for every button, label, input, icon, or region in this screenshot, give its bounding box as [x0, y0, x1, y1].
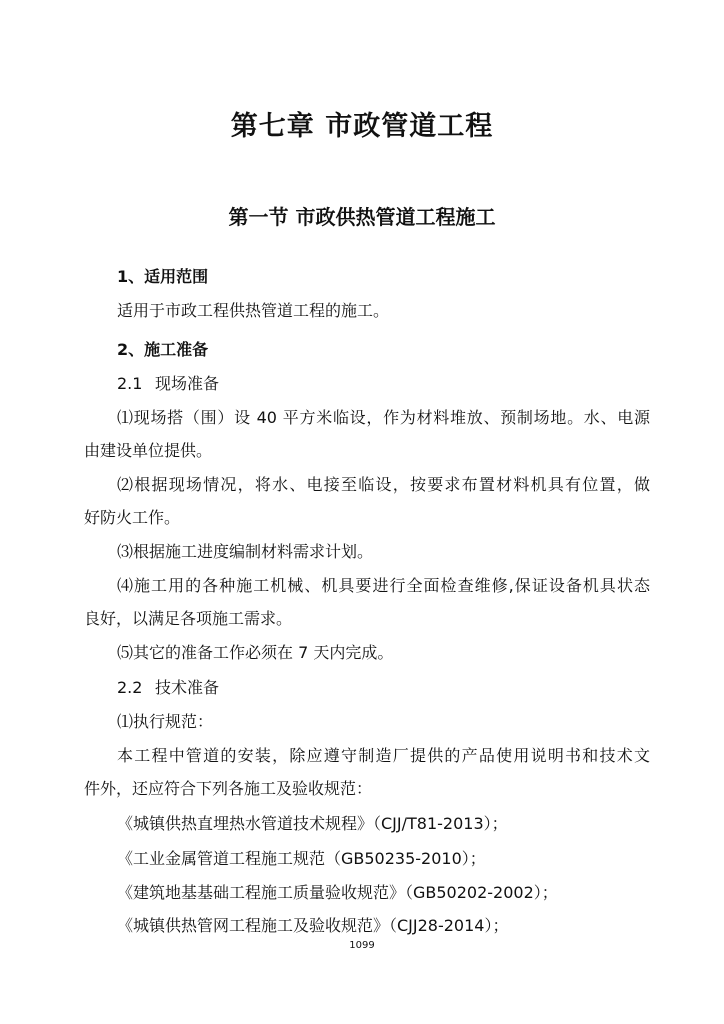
spec-1: 《城镇供热直埋热水管道技术规程》（CJJ/T81-2013）； [117, 814, 508, 833]
subheading-title: 技术准备 [155, 678, 220, 697]
item-1-line-1: ⑴现场搭（围）设 40 平方米临设，作为材料堆放、预制场地。水、电源 [117, 408, 650, 427]
tech-paragraph-line-1: 本工程中管道的安装，除应遵守制造厂提供的产品使用说明书和技术文 [117, 746, 650, 765]
subheading-number: 2.2 [117, 678, 143, 697]
item-1-line-2: 由建设单位提供。 [84, 441, 213, 460]
chapter-title: 第七章 市政管道工程 [230, 111, 494, 142]
item-2-line-1: ⑵根据现场情况，将水、电接至临设，按要求布置材料机具有位置，做 [117, 475, 650, 494]
heading-preparation: 2、施工准备 [117, 340, 209, 359]
subheading-technical-preparation [117, 677, 650, 699]
spec-2: 《工业金属管道工程施工规范（GB50235-2010）； [117, 849, 486, 868]
page-number: 1099 [349, 940, 375, 951]
heading-scope: 1、适用范围 [117, 267, 209, 286]
spec-4: 《城镇供热管网工程施工及验收规范》（CJJ28-2014）； [117, 916, 509, 935]
item-4-line-2: 良好，以满足各项施工需求。 [84, 609, 293, 628]
spec-3: 《建筑地基基础工程施工质量验收规范》（GB50202-2002）； [117, 883, 558, 902]
section-title: 第一节 市政供热管道工程施工 [228, 205, 496, 229]
subheading-title: 现场准备 [155, 374, 220, 393]
subheading-site-preparation [117, 373, 650, 395]
item-2-line-2: 好防火工作。 [84, 508, 181, 527]
tech-paragraph-line-2: 件外，还应符合下列各施工及验收规范： [84, 779, 373, 798]
item-3: ⑶根据施工进度编制材料需求计划。 [117, 542, 374, 561]
scope-text: 适用于市政工程供热管道工程的施工。 [117, 301, 390, 320]
item-4-line-1: ⑷施工用的各种施工机械、机具要进行全面检查维修,保证设备机具状态 [117, 576, 650, 595]
subheading-number: 2.1 [117, 374, 143, 393]
tech-item-1: ⑴执行规范： [117, 712, 214, 731]
item-5: ⑸其它的准备工作必须在 7 天内完成。 [117, 643, 394, 662]
